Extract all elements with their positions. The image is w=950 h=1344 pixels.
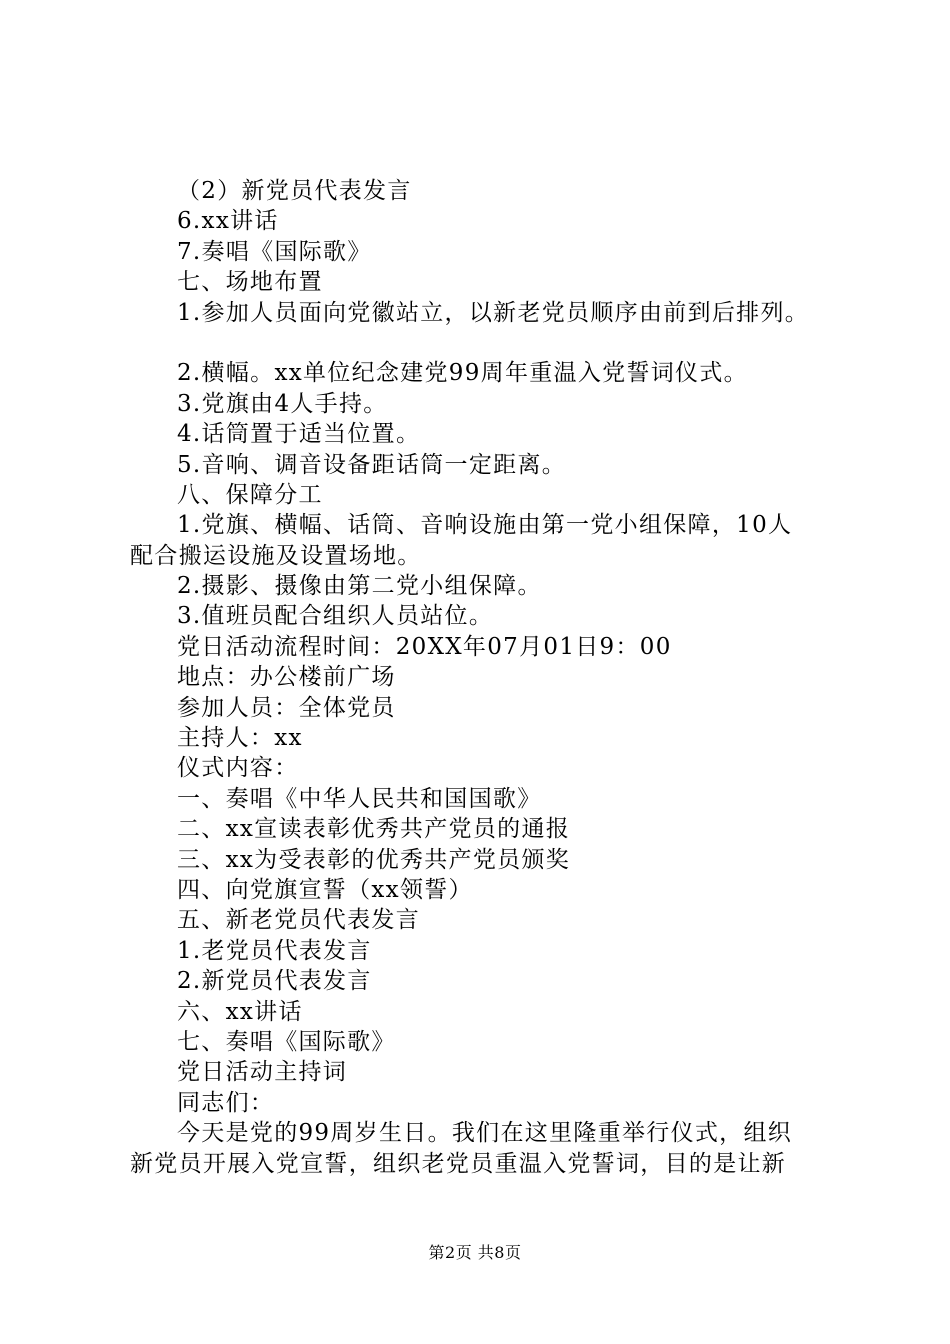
text-line: （2）新党员代表发言 bbox=[177, 178, 412, 204]
schedule-time: 党日活动流程时间：20XX年07月01日9：00 bbox=[177, 633, 672, 660]
ceremony-heading: 仪式内容： bbox=[177, 755, 299, 782]
text-line: 1.老党员代表发言 bbox=[177, 937, 372, 964]
text-line: 六、xx讲话 bbox=[177, 998, 303, 1025]
text-line: 3.党旗由4人手持。 bbox=[177, 390, 388, 417]
text-line: 四、向党旗宣誓（xx领誓） bbox=[177, 876, 473, 903]
text-line: 2.横幅。xx单位纪念建党99周年重温入党誓词仪式。 bbox=[177, 360, 748, 387]
document-body bbox=[130, 176, 835, 1179]
text-line: 4.话筒置于适当位置。 bbox=[177, 421, 421, 448]
text-line: 三、xx为受表彰的优秀共产党员颁奖 bbox=[177, 846, 571, 873]
text-line: 五、新老党员代表发言 bbox=[177, 907, 420, 934]
blank-line bbox=[130, 328, 835, 358]
location-line: 地点：办公楼前广场 bbox=[177, 664, 396, 691]
text-line: 二、xx宣读表彰优秀共产党员的通报 bbox=[177, 816, 571, 843]
text-line: 1.参加人员面向党徽站立，以新老党员顺序由前到后排列。 bbox=[177, 299, 810, 326]
page-number-footer: 第2页 共8页 bbox=[428, 1243, 522, 1262]
host-line: 主持人：xx bbox=[177, 725, 303, 752]
text-line: 5.音响、调音设备距话筒一定距离。 bbox=[177, 451, 567, 478]
section-heading: 八、保障分工 bbox=[177, 481, 323, 508]
text-line: 2.新党员代表发言 bbox=[177, 968, 372, 995]
text-line: 1.党旗、横幅、话筒、音响设施由第一党小组保障，10人 bbox=[177, 512, 793, 539]
text-line: 6.xx讲话 bbox=[177, 208, 279, 235]
section-heading: 党日活动主持词 bbox=[177, 1059, 348, 1086]
section-heading: 七、场地布置 bbox=[177, 269, 323, 296]
paragraph-line: 新党员开展入党宣誓，组织老党员重温入党誓词，目的是让新 bbox=[130, 1150, 787, 1177]
salutation: 同志们： bbox=[177, 1089, 275, 1116]
paragraph-line: 今天是党的99周岁生日。我们在这里隆重举行仪式，组织 bbox=[177, 1120, 793, 1147]
text-line: 配合搬运设施及设置场地。 bbox=[130, 542, 422, 569]
text-line: 一、奏唱《中华人民共和国国歌》 bbox=[177, 785, 542, 812]
participants-line: 参加人员：全体党员 bbox=[177, 694, 396, 721]
text-line: 七、奏唱《国际歌》 bbox=[177, 1028, 396, 1055]
text-line: 2.摄影、摄像由第二党小组保障。 bbox=[177, 573, 542, 600]
text-line: 7.奏唱《国际歌》 bbox=[177, 238, 372, 265]
text-line: 3.值班员配合组织人员站位。 bbox=[177, 603, 494, 630]
